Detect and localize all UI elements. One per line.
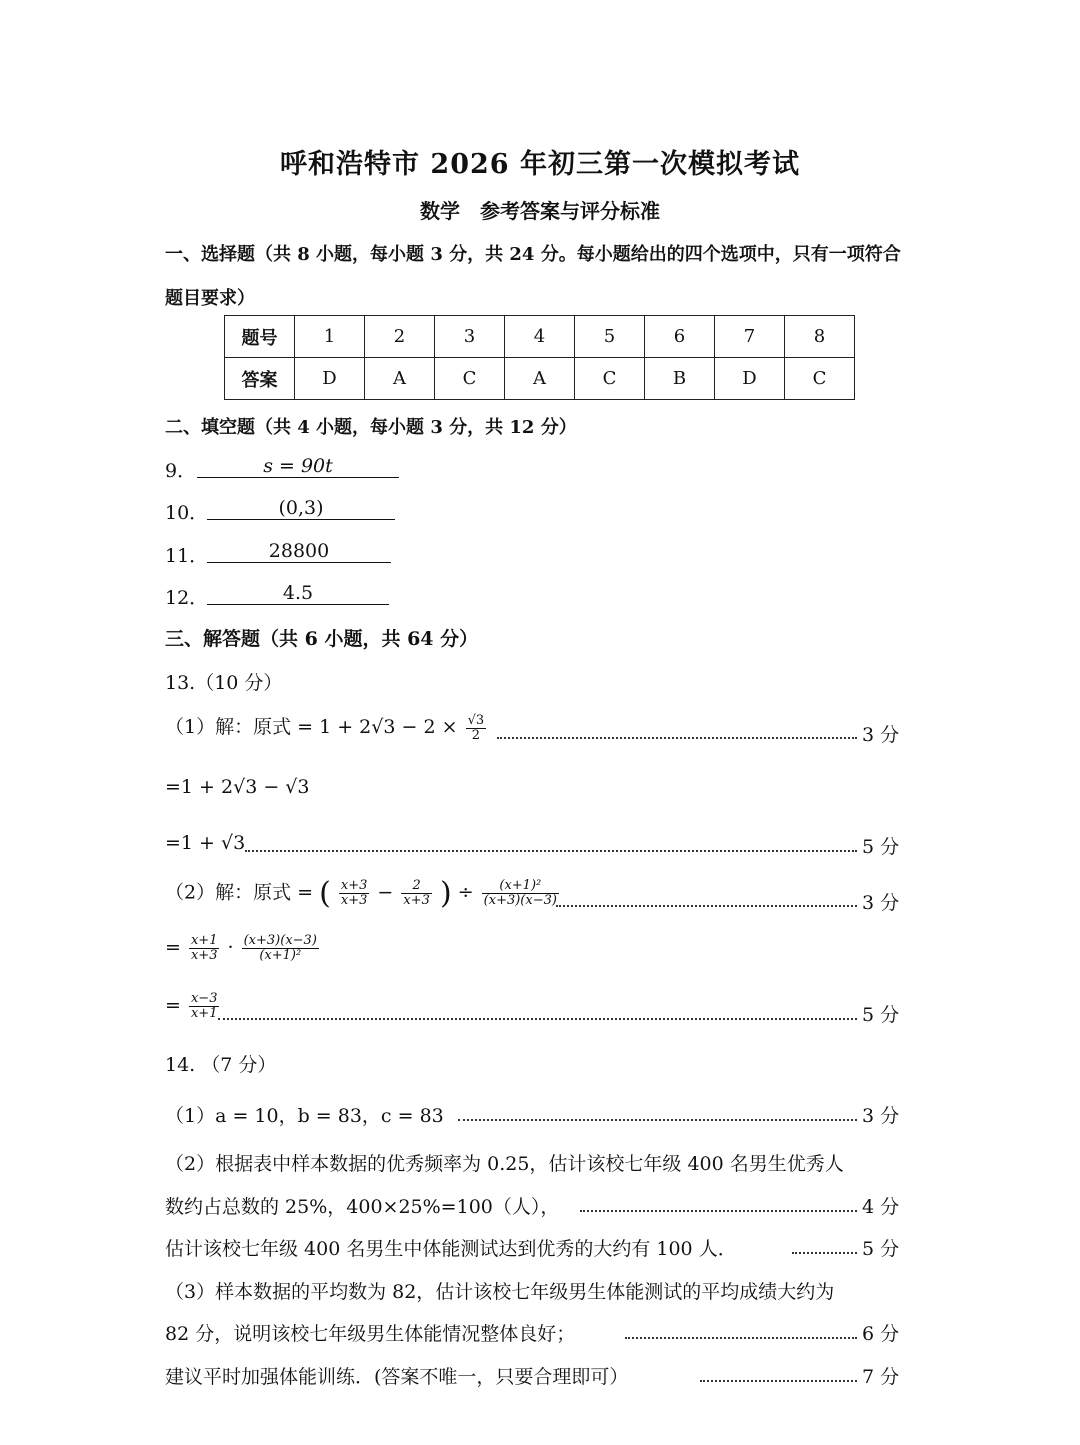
dot-leader — [497, 737, 857, 739]
fraction-numerator: √3 — [467, 712, 485, 728]
fraction-denominator: x+3 — [340, 893, 368, 908]
left-paren: ( — [319, 876, 331, 911]
equals-sign: = — [165, 936, 181, 959]
fill-answer-12: 4.5 — [207, 582, 389, 605]
section2-heading: 二、填空题（共 4 小题，每小题 3 分，共 12 分） — [165, 417, 577, 438]
fraction — [189, 934, 220, 963]
table-cell: B — [645, 358, 715, 400]
table-cell: A — [365, 358, 435, 400]
q14-part3-line3: 建议平时加强体能训练．(答案不唯一，只要合理即可） — [165, 1366, 629, 1388]
right-paren: ) — [439, 876, 452, 911]
score-mark: 3 分 — [862, 724, 900, 746]
fill-item-number: 11． — [165, 545, 209, 567]
score-mark: 3 分 — [862, 892, 900, 914]
fraction-denominator: (x+3)(x−3) — [483, 893, 557, 908]
fraction-denominator: x+3 — [190, 948, 218, 963]
fraction-denominator: (x+1)² — [259, 948, 302, 963]
dot-leader — [580, 1210, 857, 1212]
q14-part2-line1: （2）根据表中样本数据的优秀频率为 0.25，估计该校七年级 400 名男生优秀人 — [165, 1153, 844, 1175]
fill-answer-11: 28800 — [207, 540, 391, 563]
page-subtitle: 数学 参考答案与评分标准 — [420, 199, 660, 223]
table-cell: 4 — [505, 316, 575, 358]
score-mark: 6 分 — [862, 1323, 900, 1345]
fraction-numerator: x+1 — [190, 933, 218, 948]
fraction — [482, 879, 559, 908]
table-cell: 5 — [575, 316, 645, 358]
q13-part2 — [165, 876, 561, 911]
section3-heading: 三、解答题（共 6 小题，共 64 分） — [165, 628, 479, 650]
fraction-numerator: 2 — [401, 879, 432, 894]
q14-part2-line3: 估计该校七年级 400 名男生中体能测试达到优秀的大约有 100 人． — [165, 1238, 737, 1260]
table-cell: 1 — [295, 316, 365, 358]
table-cell: 3 — [435, 316, 505, 358]
divide-sign: ÷ — [457, 881, 474, 904]
fraction — [466, 714, 487, 743]
q13-part1 — [165, 712, 488, 743]
fill-item-number: 12． — [165, 587, 209, 609]
row-label-question: 题号 — [225, 316, 295, 358]
table-cell: C — [435, 358, 505, 400]
fraction — [242, 934, 319, 963]
page-title: 呼和浩特市 2026 年初三第一次模拟考试 — [280, 149, 800, 180]
table-cell: 7 — [715, 316, 785, 358]
answer-table — [224, 315, 855, 400]
fraction — [401, 879, 432, 908]
fill-item-number: 10． — [165, 502, 209, 524]
fraction — [189, 992, 220, 1021]
fill-answer-10: (0,3) — [207, 497, 395, 520]
section1-heading-cont: 题目要求） — [165, 288, 255, 309]
q13-title: 13.（10 分） — [165, 672, 283, 694]
score-mark: 5 分 — [862, 1238, 900, 1260]
table-cell: C — [785, 358, 855, 400]
table-row — [225, 358, 855, 400]
dot-leader — [458, 1119, 857, 1121]
score-mark: 7 分 — [862, 1366, 900, 1388]
table-cell: A — [505, 358, 575, 400]
q13-part1-step3: =1 + √3 — [165, 832, 246, 854]
dot-leader — [625, 1337, 857, 1339]
q13-part1-expr: （1）解：原式 = 1 + 2√3 − 2 × — [165, 716, 458, 738]
dot-leader — [556, 905, 857, 907]
table-cell: D — [295, 358, 365, 400]
q14-part2-line2: 数约占总数的 25%，400×25%=100（人）， — [165, 1196, 560, 1218]
q13-part1-step2: =1 + 2√3 − √3 — [165, 776, 310, 798]
table-row — [225, 316, 855, 358]
fill-answer-9 — [197, 455, 399, 478]
fill-answer-text: s = 90t — [263, 455, 333, 477]
row-label-answer: 答案 — [225, 358, 295, 400]
q13-part2-step2 — [165, 934, 321, 963]
q14-part3-line2: 82 分，说明该校七年级男生体能情况整体良好； — [165, 1323, 576, 1345]
equals-sign: = — [165, 994, 181, 1017]
q13-part2-step3 — [165, 992, 221, 1021]
q14-part1: （1）a = 10，b = 83，c = 83 — [165, 1105, 444, 1127]
section1-heading: 一、选择题（共 8 小题，每小题 3 分，共 24 分。每小题给出的四个选项中，只有一项符合 — [165, 244, 901, 265]
score-mark: 5 分 — [862, 836, 900, 858]
score-mark: 5 分 — [862, 1004, 900, 1026]
fraction-denominator: x+1 — [190, 1006, 218, 1021]
table-cell: C — [575, 358, 645, 400]
minus-sign: − — [377, 881, 394, 904]
fraction-denominator: 2 — [471, 727, 480, 743]
table-cell: 2 — [365, 316, 435, 358]
dot-leader — [700, 1380, 857, 1382]
table-cell: 8 — [785, 316, 855, 358]
score-mark: 3 分 — [862, 1105, 900, 1127]
dot-leader — [792, 1252, 857, 1254]
fraction-denominator: x+3 — [403, 893, 430, 908]
fraction-numerator: (x+1)² — [482, 879, 559, 894]
fraction-numerator: (x+3)(x−3) — [243, 933, 317, 948]
table-cell: 6 — [645, 316, 715, 358]
fraction-numerator: x+3 — [340, 878, 368, 893]
fill-item-number: 9． — [165, 460, 197, 482]
score-mark: 4 分 — [862, 1196, 900, 1218]
dot-leader — [245, 850, 857, 852]
dot-leader — [218, 1018, 857, 1020]
q14-part3-line1: （3）样本数据的平均数为 82，估计该校七年级男生体能测试的平均成绩大约为 — [165, 1281, 835, 1303]
dot-operator: · — [227, 936, 234, 959]
q14-title: 14. （7 分） — [165, 1054, 277, 1076]
fraction — [339, 879, 370, 908]
fraction-numerator: x−3 — [190, 991, 218, 1006]
q13-part2-prefix: （2）解：原式 = — [165, 881, 314, 904]
table-cell: D — [715, 358, 785, 400]
